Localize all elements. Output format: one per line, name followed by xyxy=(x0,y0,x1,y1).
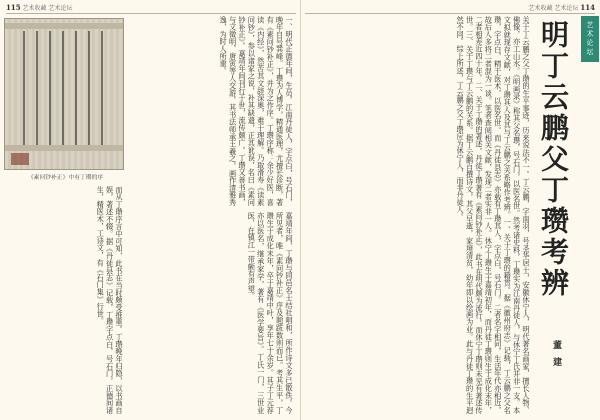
page-number: 114 xyxy=(580,3,595,12)
page-number: 115 xyxy=(6,3,21,12)
header-section-label: 艺术收藏 艺术论坛 xyxy=(528,5,579,12)
left-body-text-lower-right: 嘉靖年间，丁瓒与同邑名士结社唱和，所作诗文多已散佚。今所见者，唯《素问钞补正》序及题跋数则而已。考其生平，丁瓒生于成化末年，卒于嘉靖中叶，享年七十余岁。其子丁元荐亦以医名，继承家学，著有《医学要旨》。丁氏一门，三世业医，在镇江一带颇有声望。 xyxy=(247,212,294,414)
manuscript-photo xyxy=(4,18,124,170)
left-body-text-upper: 一、明代正德年间，生员。江南丹徒人，字点白，号石门，晚年自号巽峰。丁瓒为人博学，精通医理，尤擅长诊断，著有《素问钞补正》，并为之作序。丁瓒序称：余少好医，喜读《内经》，然苦其文辞深奥，难于理解。乃取滑寿《读素问钞》，参以诸家之说，补其缺遗，正其讹误，名曰《素问钞补正》。嘉靖年间刊行于世，流传颇广。丁瓒又善书画，与文徵明、唐寅等人交游，其书法师承王羲之，画作清雅秀逸，为时人所重。 xyxy=(219,16,294,206)
photo-bottom-band xyxy=(5,145,123,151)
article-author: 董建 xyxy=(551,340,561,374)
seal-stamp xyxy=(11,153,29,165)
right-body-text: 关于丁云鹏之父丁瓒的生平事迹，历来说法不一。丁云鹏，字南羽，号圣华居士，安徽休宁人，明代著名画家，擅长人物、佛像，亦工山水。《明画录》称其父名瓒，号石门，以医名世。然考诸史料，丁瓒实为江南丹徒人，与休宁丁氏并非一支。本文拟就现存文献，对丁瓒其人及其与丁云鹏之关系略作考辨。一、关于丁瓒的籍贯。据《徽州府志》记载，丁云鹏之父名瓒，字点白，精于医术，以医名世。而《丹徒县志》亦载有丁瓒其人，字点白，号石门。二者名字相同，生活年代亦相近，故后人多将二者混为一谈。笔者查阅相关文献，发现二者实非一人。休宁丁瓒生于嘉靖初年，而丹徒丁瓒则生于成化末年，二者相差近四十年。二、关于丁瓒的著述。丹徒丁瓒著有《素问钞补正》，此书在明代颇为流行。而休宁丁瓒则未见有著述传世。三、关于丁瓒与丁云鹏的关系。据丁云鹏自撰诗文，其父早逝，家境清贫，幼年即以绘画为业。此与丹徒丁瓒的生平迥然不同。综上所述，丁云鹏之父丁瓒应为休宁人，而非丹徒人。 xyxy=(456,16,531,414)
article-title: 明丁云鹏父丁瓒考辨 xyxy=(537,20,570,299)
column-tag: 艺术论坛 xyxy=(581,16,599,62)
left-body-text-lower-left: 而从丁瓒序言中可知，此书在当时颇受推重。丁瓒晚年归隐，以书画自娱，著述不辍。据《丹徒县志》记载，丁瓒字点白，号石门，正德间诸生，精医术，工诗文，有《石门集》行世。 xyxy=(96,186,124,414)
header-section-label: 艺术收藏 艺术论坛 xyxy=(22,5,73,12)
photo-top-band xyxy=(5,23,123,29)
right-page xyxy=(300,0,600,420)
manuscript-text-columns xyxy=(15,31,113,145)
left-page-header xyxy=(6,2,296,14)
photo-caption: 《素问钞补正》中有丁瓒的序 xyxy=(27,175,104,181)
right-page-header xyxy=(305,2,595,14)
